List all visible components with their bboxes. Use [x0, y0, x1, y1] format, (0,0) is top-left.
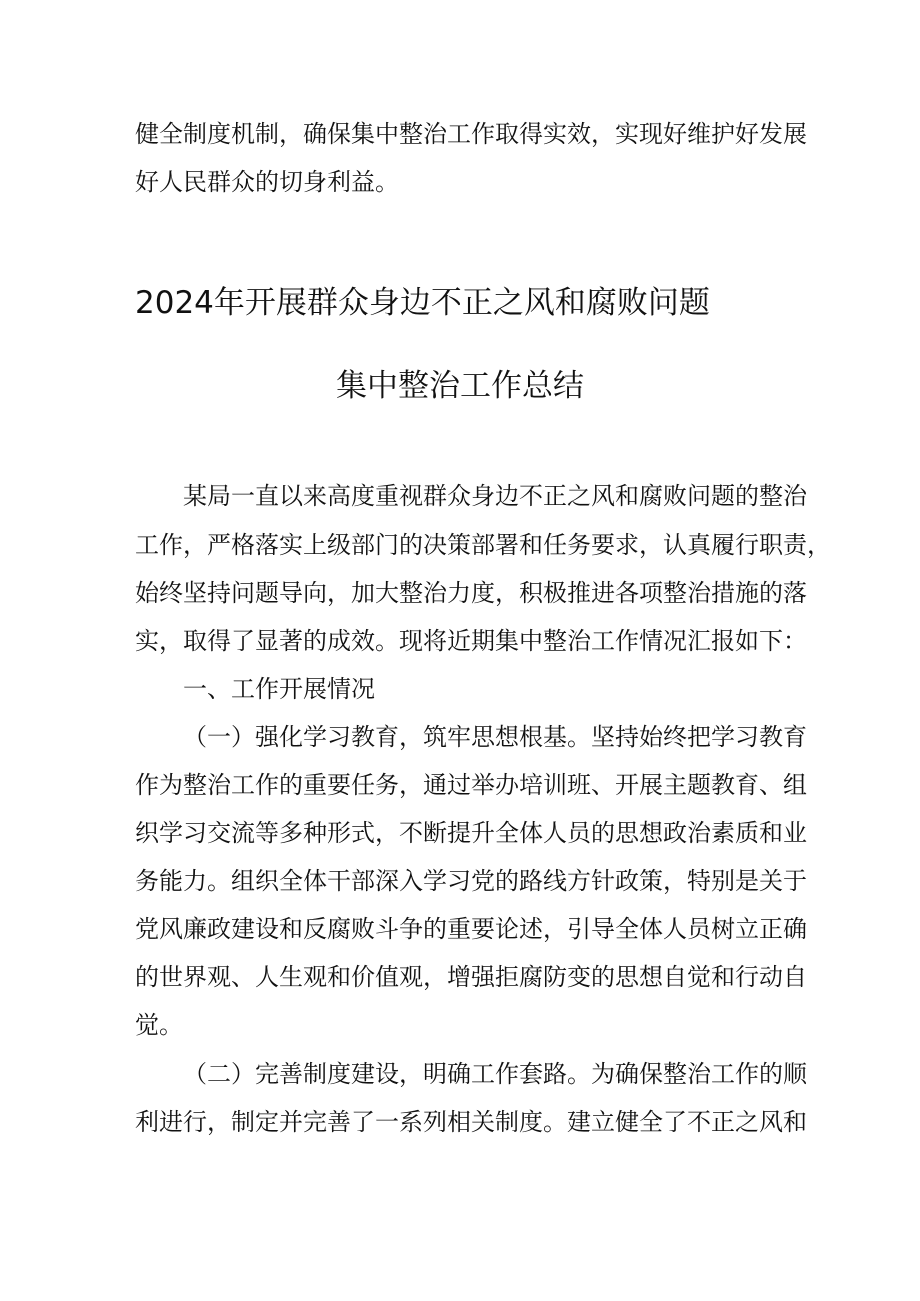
body-line-6: （一）强化学习教育，筑牢思想根基。坚持始终把学习教育	[183, 723, 807, 751]
body-line-8: 织学习交流等多种形式，不断提升全体人员的思想政治素质和业	[135, 819, 807, 847]
body-line-11: 的世界观、人生观和价值观，增强拒腐防变的思想自觉和行动自	[135, 963, 807, 991]
body-line-3: 始终坚持问题导向，加大整治力度，积极推进各项整治措施的落	[135, 579, 807, 607]
document-title-line-2: 集中整治工作总结	[336, 368, 584, 404]
intro-line-2: 好人民群众的切身利益。	[135, 168, 399, 196]
body-line-13: （二）完善制度建设，明确工作套路。为确保整治工作的顺	[183, 1060, 807, 1088]
intro-line-1: 健全制度机制，确保集中整治工作取得实效，实现好维护好发展	[135, 120, 807, 148]
section-heading: 一、工作开展情况	[183, 675, 375, 703]
body-line-12: 觉。	[135, 1011, 183, 1039]
document-title-line-1: 2024年开展群众身边不正之风和腐败问题	[135, 285, 710, 321]
body-line-7: 作为整治工作的重要任务，通过举办培训班、开展主题教育、组	[135, 771, 807, 799]
body-line-14: 利进行，制定并完善了一系列相关制度。建立健全了不正之风和	[135, 1108, 807, 1136]
body-line-4: 实，取得了显著的成效。现将近期集中整治工作情况汇报如下：	[135, 627, 807, 655]
body-line-9: 务能力。组织全体干部深入学习党的路线方针政策，特别是关于	[135, 867, 807, 895]
body-line-10: 党风廉政建设和反腐败斗争的重要论述，引导全体人员树立正确	[135, 915, 807, 943]
body-line-2: 工作，严格落实上级部门的决策部署和任务要求，认真履行职责，	[135, 531, 831, 559]
body-line-1: 某局一直以来高度重视群众身边不正之风和腐败问题的整治	[183, 482, 807, 510]
